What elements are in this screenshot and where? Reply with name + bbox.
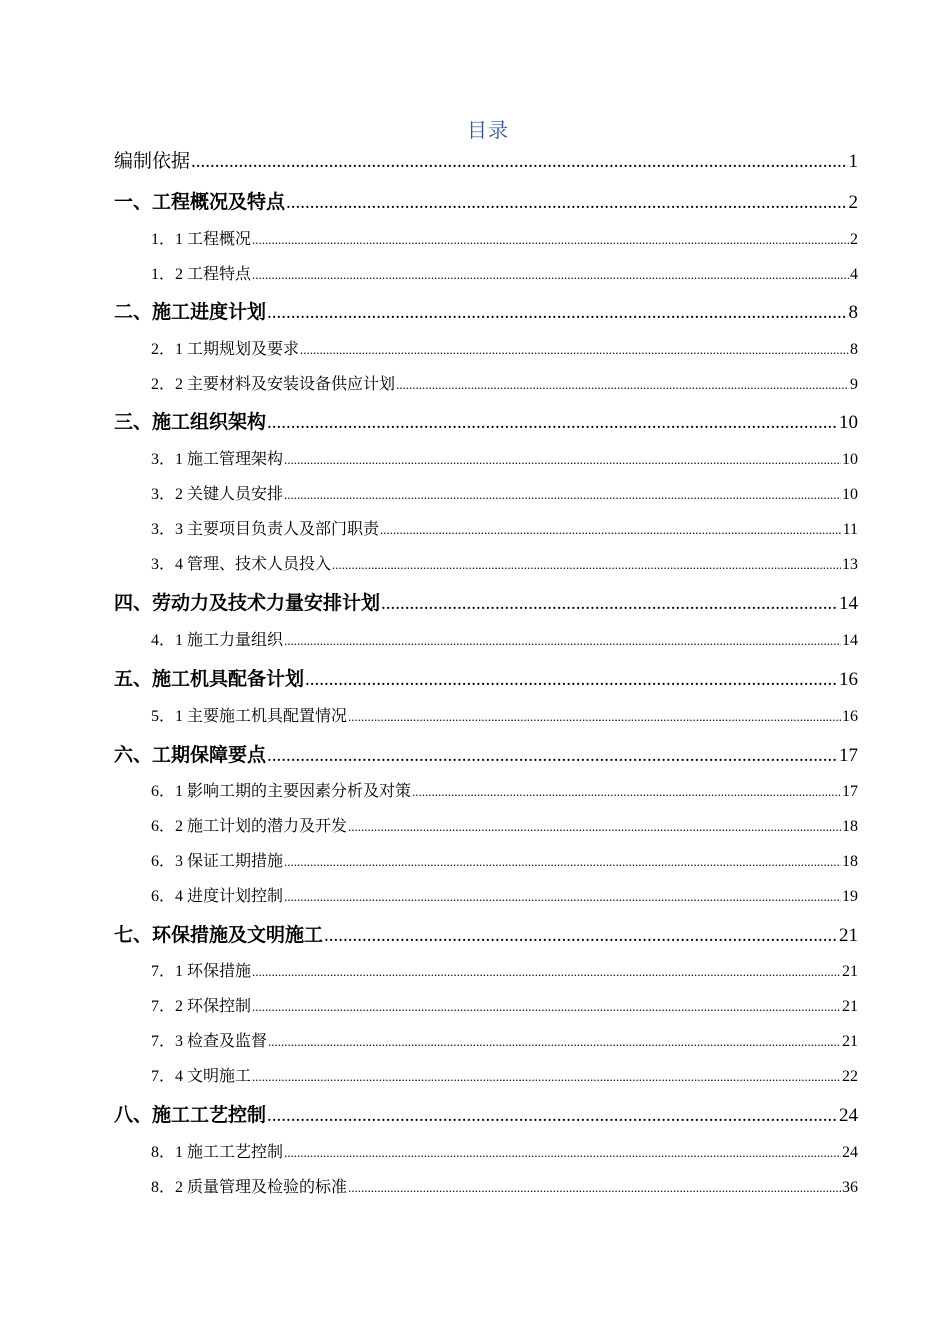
toc-entry[interactable] xyxy=(114,740,858,767)
dot-leader xyxy=(191,151,847,173)
toc-entry-label: 6．3 保证工期措施 xyxy=(151,853,284,870)
toc-subentry[interactable] xyxy=(151,848,858,871)
toc-entry-label: 七、环保措施及文明施工 xyxy=(114,924,324,946)
dot-leader xyxy=(381,593,838,615)
toc-entry-page: 13 xyxy=(842,556,858,573)
toc-entry-page: 24 xyxy=(839,1105,858,1126)
toc-entry-label: 五、施工机具配备计划 xyxy=(114,668,305,690)
toc-entry-page: 21 xyxy=(842,963,858,980)
toc-entry-label: 四、劳动力及技术力量安排计划 xyxy=(114,592,381,614)
dot-leader xyxy=(252,232,849,248)
toc-entry-label: 1．2 工程特点 xyxy=(151,266,252,283)
dot-leader xyxy=(284,633,841,649)
toc-entry-page: 2 xyxy=(848,192,858,213)
toc-subentry[interactable] xyxy=(151,336,858,359)
toc-entry-page: 11 xyxy=(842,521,858,538)
dot-leader xyxy=(252,1069,841,1085)
toc-entry-label: 3．2 关键人员安排 xyxy=(151,486,284,503)
toc-entry[interactable] xyxy=(114,407,858,434)
dot-leader xyxy=(252,999,841,1015)
toc-entry[interactable] xyxy=(114,146,858,173)
toc-entry-label: 2．1 工期规划及要求 xyxy=(151,341,300,358)
toc-entry-label: 6．1 影响工期的主要因素分析及对策 xyxy=(151,783,412,800)
toc-entry[interactable] xyxy=(114,1100,858,1127)
toc-entry-label: 7．2 环保控制 xyxy=(151,998,252,1015)
toc-entry-page: 21 xyxy=(842,1033,858,1050)
toc-entry-label: 7．4 文明施工 xyxy=(151,1068,252,1085)
dot-leader xyxy=(284,452,841,468)
toc-entry-page: 10 xyxy=(842,486,858,503)
toc-entry-label: 6．2 施工计划的潜力及开发 xyxy=(151,818,348,835)
dot-leader xyxy=(380,522,842,538)
toc-entry-label: 一、工程概况及特点 xyxy=(114,191,286,213)
dot-leader xyxy=(348,1180,841,1196)
dot-leader xyxy=(267,745,838,767)
toc-entry[interactable] xyxy=(114,664,858,691)
dot-leader xyxy=(348,709,841,725)
dot-leader xyxy=(412,784,841,800)
dot-leader xyxy=(252,267,849,283)
toc-entry-page: 21 xyxy=(839,925,858,946)
toc-entry-label: 3．1 施工管理架构 xyxy=(151,451,284,468)
toc-subentry[interactable] xyxy=(151,1174,858,1197)
toc-title: 目录 xyxy=(467,118,509,142)
toc-subentry[interactable] xyxy=(151,958,858,981)
toc-entry-label: 5．1 主要施工机具配置情况 xyxy=(151,708,348,725)
dot-leader xyxy=(300,342,849,358)
toc-entry[interactable] xyxy=(114,920,858,947)
dot-leader xyxy=(267,412,838,434)
dot-leader xyxy=(267,302,847,324)
toc-subentry[interactable] xyxy=(151,516,858,539)
toc-entry-label: 6．4 进度计划控制 xyxy=(151,888,284,905)
toc-entry-page: 24 xyxy=(842,1144,858,1161)
dot-leader xyxy=(332,557,841,573)
toc-entry-page: 16 xyxy=(839,669,858,690)
dot-leader xyxy=(396,377,849,393)
dot-leader xyxy=(268,1034,841,1050)
toc-entry-page: 9 xyxy=(850,376,858,393)
toc-entry[interactable] xyxy=(114,187,858,214)
toc-subentry[interactable] xyxy=(151,446,858,469)
toc-entry-label: 1．1 工程概况 xyxy=(151,231,252,248)
toc-entry-page: 16 xyxy=(842,708,858,725)
dot-leader xyxy=(324,925,838,947)
dot-leader xyxy=(284,889,841,905)
dot-leader xyxy=(267,1105,838,1127)
toc-subentry[interactable] xyxy=(151,703,858,726)
toc-entry-page: 8 xyxy=(850,341,858,358)
toc-entry-page: 36 xyxy=(842,1179,858,1196)
toc-entry-page: 18 xyxy=(842,818,858,835)
dot-leader xyxy=(284,487,841,503)
toc-subentry[interactable] xyxy=(151,883,858,906)
dot-leader xyxy=(305,669,838,691)
toc-subentry[interactable] xyxy=(151,813,858,836)
dot-leader xyxy=(348,819,841,835)
dot-leader xyxy=(286,192,847,214)
toc-subentry[interactable] xyxy=(151,261,858,284)
dot-leader xyxy=(284,1145,841,1161)
toc-entry-label: 4．1 施工力量组织 xyxy=(151,632,284,649)
toc-entry-label: 3．3 主要项目负责人及部门职责 xyxy=(151,521,380,538)
toc-entry-page: 10 xyxy=(842,451,858,468)
toc-entry-label: 3．4 管理、技术人员投入 xyxy=(151,556,332,573)
toc-entry-label: 7．3 检查及监督 xyxy=(151,1033,268,1050)
toc-entry-page: 17 xyxy=(842,783,858,800)
toc-entry-label: 8．2 质量管理及检验的标准 xyxy=(151,1179,348,1196)
toc-entry[interactable] xyxy=(114,297,858,324)
toc-subentry[interactable] xyxy=(151,993,858,1016)
toc-entry-page: 4 xyxy=(850,266,858,283)
toc-entry-page: 17 xyxy=(839,745,858,766)
toc-subentry[interactable] xyxy=(151,627,858,650)
dot-leader xyxy=(284,854,841,870)
toc-subentry[interactable] xyxy=(151,1139,858,1162)
toc-subentry[interactable] xyxy=(151,778,858,801)
toc-entry-page: 18 xyxy=(842,853,858,870)
toc-subentry[interactable] xyxy=(151,481,858,504)
toc-entry-label: 二、施工进度计划 xyxy=(114,301,267,323)
toc-entry-page: 14 xyxy=(839,593,858,614)
toc-subentry[interactable] xyxy=(151,1063,858,1086)
toc-entry-label: 编制依据 xyxy=(114,150,191,172)
toc-entry-page: 19 xyxy=(842,888,858,905)
toc-entry-label: 八、施工工艺控制 xyxy=(114,1104,267,1126)
toc-entry-label: 三、施工组织架构 xyxy=(114,411,267,433)
toc-entry-page: 8 xyxy=(848,302,858,323)
toc-entry-page: 14 xyxy=(842,632,858,649)
toc-entry-page: 2 xyxy=(850,231,858,248)
toc-entry-page: 22 xyxy=(842,1068,858,1085)
toc-entry-page: 10 xyxy=(839,412,858,433)
toc-entry-label: 7．1 环保措施 xyxy=(151,963,252,980)
toc-entry[interactable] xyxy=(114,588,858,615)
toc-entry-page: 21 xyxy=(842,998,858,1015)
toc-entry-label: 六、工期保障要点 xyxy=(114,744,267,766)
toc-subentry[interactable] xyxy=(151,1028,858,1051)
toc-entry-page: 1 xyxy=(848,151,858,172)
toc-entry-label: 8．1 施工工艺控制 xyxy=(151,1144,284,1161)
toc-subentry[interactable] xyxy=(151,226,858,249)
toc-subentry[interactable] xyxy=(151,551,858,574)
toc-subentry[interactable] xyxy=(151,371,858,394)
dot-leader xyxy=(252,964,841,980)
toc-entry-label: 2．2 主要材料及安装设备供应计划 xyxy=(151,376,396,393)
